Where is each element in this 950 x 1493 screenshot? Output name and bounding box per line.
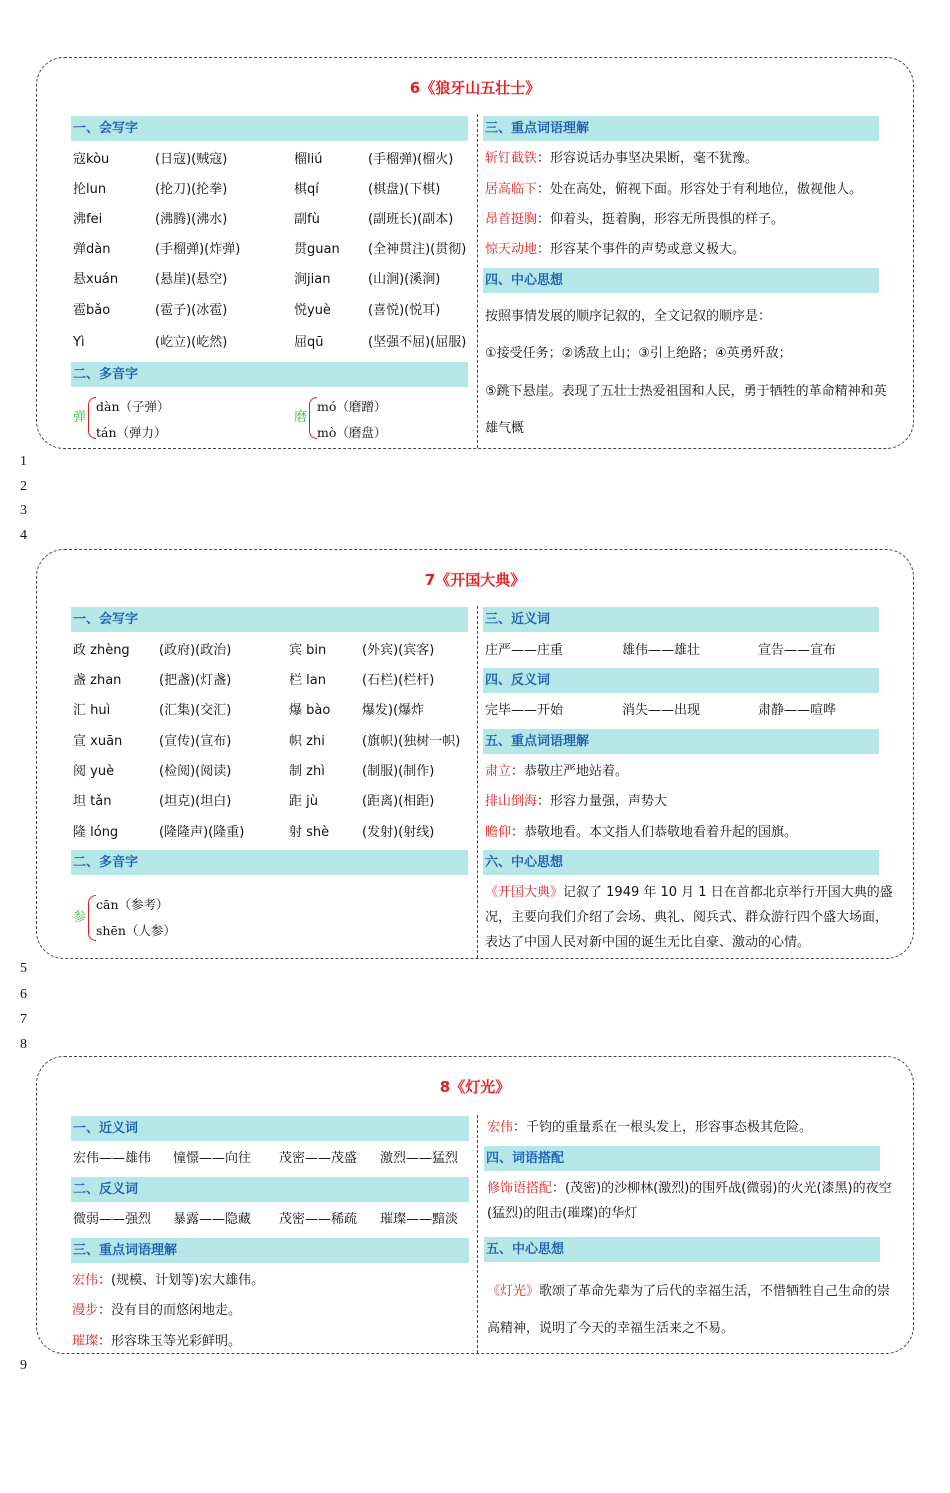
polyphone-reading: mó（磨蹭） <box>317 399 387 414</box>
term-def: ：处在高处，俯视下面。形容处于有利地位，傲视他人。 <box>537 182 863 197</box>
section-heading: 一、会写字 <box>71 607 468 632</box>
term-def: ：(规模、计划等)宏大雄伟。 <box>98 1273 265 1288</box>
section-heading: 二、多音字 <box>71 362 468 387</box>
char-words: (坦克)(坦白) <box>159 794 232 809</box>
term-def: ：形容力量强，声势大 <box>537 794 668 809</box>
char-item: 栏 lan <box>289 673 326 688</box>
char-words: (手榴弹)(榴火) <box>368 152 454 167</box>
term-key: 昂首挺胸 <box>485 212 538 227</box>
char-item: 棋qí <box>294 182 319 197</box>
idea-line: 况，主要向我们介绍了会场、典礼、阅兵式、群众游行四个盛大场面， <box>485 910 889 925</box>
idea-line <box>485 884 893 902</box>
polyphone-reading: tán（弹力） <box>96 425 167 440</box>
brace-icon <box>88 895 96 941</box>
char-item: 涧jian <box>294 272 331 287</box>
term-line <box>485 241 745 259</box>
antonym-pair: 消失——出现 <box>622 703 701 718</box>
synonym-pair: 宏伟——雄伟 <box>73 1151 152 1166</box>
char-words: (山涧)(溪涧) <box>368 272 441 287</box>
antonym-pair: 暴露——隐藏 <box>173 1212 252 1227</box>
char-words: (宣传)(宣布) <box>159 734 232 749</box>
char-words: (全神贯注)(贯彻) <box>368 242 467 257</box>
char-item: Yì <box>73 335 85 350</box>
char-words: (手榴弹)(炸弹) <box>155 242 241 257</box>
lesson-card-7 <box>36 549 914 959</box>
synonym-pair: 茂密——茂盛 <box>279 1151 358 1166</box>
char-item: 悬xuán <box>73 272 119 287</box>
term-key: 漫步 <box>72 1303 99 1318</box>
term-line <box>485 150 758 168</box>
char-words: (副班长)(副本) <box>368 212 454 227</box>
section-heading: 一、近义词 <box>71 1116 469 1141</box>
term-line <box>485 824 797 842</box>
char-item: 阅 yuè <box>73 764 115 779</box>
lesson-title: 6《狼牙山五壮士》 <box>409 79 541 97</box>
char-item: 射 shè <box>289 825 330 840</box>
term-key: 居高临下 <box>485 182 538 197</box>
term-line <box>487 1119 812 1137</box>
char-item: 屈qū <box>294 335 324 350</box>
margin-number: 7 <box>20 1012 27 1027</box>
margin-number: 5 <box>20 961 27 976</box>
term-line <box>485 211 784 229</box>
section-heading: 二、多音字 <box>71 850 468 875</box>
margin-number: 3 <box>20 503 27 518</box>
char-words: (抡刀)(抡拳) <box>155 182 228 197</box>
polyphone-reading: dàn（子弹） <box>96 399 170 414</box>
margin-number: 9 <box>20 1358 27 1373</box>
synonym-pair: 庄严——庄重 <box>485 643 564 658</box>
idea-line: 按照事情发展的顺序记叙的，全文记叙的顺序是： <box>485 309 772 324</box>
polyphone-char: 磨 <box>294 410 308 425</box>
char-words: (外宾)(宾客) <box>362 643 435 658</box>
antonym-pair: 完毕——开始 <box>485 703 564 718</box>
idea-line <box>487 1283 890 1301</box>
char-item: 寇kòu <box>73 152 110 167</box>
section-heading: 一、会写字 <box>71 116 468 141</box>
term-def: ：千钧的重量系在一根头发上，形容事态极其危险。 <box>513 1120 813 1135</box>
char-item: 宾 bin <box>289 643 327 658</box>
char-words: (距离)(相距) <box>362 794 435 809</box>
term-key: 肃立 <box>485 764 512 779</box>
lesson-title: 7《开国大典》 <box>424 571 526 589</box>
polyphone-char: 弹 <box>73 410 87 425</box>
char-words: (汇集)(交汇) <box>159 703 232 718</box>
char-item: 雹bǎo <box>73 303 111 318</box>
lesson-title: 8《灯光》 <box>439 1078 511 1096</box>
term-key: 宏伟 <box>72 1273 99 1288</box>
char-item: 制 zhì <box>289 764 325 779</box>
char-item: 副fù <box>294 212 320 227</box>
section-heading: 五、重点词语理解 <box>483 729 879 754</box>
term-line <box>72 1272 264 1290</box>
margin-number: 1 <box>20 454 27 469</box>
char-item: 爆 bào <box>289 703 331 718</box>
char-words: (制服)(制作) <box>362 764 435 779</box>
char-item: 汇 huì <box>73 703 111 718</box>
char-words: (隆隆声)(隆重) <box>159 825 245 840</box>
margin-number: 2 <box>20 479 27 494</box>
antonym-pair: 璀璨——黯淡 <box>380 1212 459 1227</box>
idea-text: 记叙了 1949 年 10 月 1 日在首都北京举行开国大典的盛 <box>563 885 893 900</box>
char-words: (沸腾)(沸水) <box>155 212 228 227</box>
char-words: (政府)(政治) <box>159 643 232 658</box>
section-heading: 二、反义词 <box>71 1177 469 1202</box>
char-item: 坦 tǎn <box>73 794 112 809</box>
char-item: 悦yuè <box>294 303 331 318</box>
char-words: (悬崖)(悬空) <box>155 272 228 287</box>
idea-line: ⑤跳下悬崖。表现了五壮士热爱祖国和人民，勇于牺牲的革命精神和英 <box>485 384 887 399</box>
polyphone-char: 参 <box>73 910 87 925</box>
section-heading: 四、中心思想 <box>483 268 879 293</box>
idea-text: 歌颂了革命先辈为了后代的幸福生活，不惜牺牲自己生命的崇 <box>539 1284 891 1299</box>
polyphone-reading: cān（参考） <box>96 897 169 912</box>
match-line: (猛烈)的阻击(璀璨)的华灯 <box>487 1206 638 1221</box>
lesson-card-6 <box>36 57 914 449</box>
char-words: (屹立)(屹然) <box>155 335 228 350</box>
char-words: (喜悦)(悦耳) <box>368 303 441 318</box>
section-heading: 三、近义词 <box>483 607 879 632</box>
section-heading: 三、重点词语理解 <box>483 116 879 141</box>
idea-title: 《灯光》 <box>487 1284 540 1299</box>
margin-number: 8 <box>20 1037 27 1052</box>
char-words: (旗帜)(独树一帜) <box>362 734 461 749</box>
term-key: 惊天动地 <box>485 242 538 257</box>
idea-line: 表达了中国人民对新中国的诞生无比自豪、激动的心情。 <box>485 935 811 950</box>
char-words: (棋盘)(下棋) <box>368 182 441 197</box>
synonym-pair: 激烈——猛烈 <box>380 1151 459 1166</box>
brace-icon <box>309 397 317 439</box>
polyphone-reading: shēn（人参） <box>96 923 176 938</box>
char-words: (发射)(射线) <box>362 825 435 840</box>
char-words: (坚强不屈)(屈服) <box>368 335 467 350</box>
char-item: 盏 zhan <box>73 673 122 688</box>
term-key: 排山倒海 <box>485 794 538 809</box>
section-heading: 五、中心思想 <box>484 1237 880 1262</box>
term-line <box>485 763 628 781</box>
column-divider <box>477 606 478 958</box>
antonym-pair: 茂密——稀疏 <box>279 1212 358 1227</box>
term-def: ：形容某个事件的声势或意义极大。 <box>537 242 746 257</box>
term-key: 璀璨 <box>72 1334 99 1349</box>
section-heading: 四、反义词 <box>483 668 879 693</box>
char-item: 弹dàn <box>73 242 111 257</box>
char-words: (日寇)(贼寇) <box>155 152 228 167</box>
synonym-pair: 雄伟——雄壮 <box>622 643 701 658</box>
char-item: 抡lun <box>73 182 107 197</box>
term-key: 斩钉截铁 <box>485 151 538 166</box>
margin-number: 4 <box>20 528 27 543</box>
lesson-card-8 <box>36 1056 914 1354</box>
term-line <box>72 1302 241 1320</box>
margin-number: 6 <box>20 987 27 1002</box>
term-def: ：恭敬地看。本文指人们恭敬地看着升起的国旗。 <box>511 825 798 840</box>
char-item: 榴liú <box>294 152 323 167</box>
char-words: (雹子)(冰雹) <box>155 303 228 318</box>
synonym-pair: 憧憬——向往 <box>173 1151 252 1166</box>
term-def: ：没有目的而悠闲地走。 <box>98 1303 242 1318</box>
char-words: (石栏)(栏杆) <box>362 673 435 688</box>
char-words: 爆发)(爆炸 <box>362 703 425 718</box>
term-line <box>485 181 862 199</box>
term-line <box>72 1333 241 1351</box>
term-def: ：形容说话办事坚决果断，毫不犹豫。 <box>537 151 759 166</box>
antonym-pair: 微弱——强烈 <box>73 1212 152 1227</box>
section-heading: 四、词语搭配 <box>484 1146 880 1171</box>
char-item: 政 zhèng <box>73 643 130 658</box>
polyphone-reading: mò（磨盘） <box>317 425 387 440</box>
brace-icon <box>88 397 96 439</box>
idea-line: 高精神，说明了今天的幸福生活来之不易。 <box>487 1321 735 1336</box>
column-divider <box>477 1115 478 1353</box>
match-line <box>487 1180 892 1198</box>
term-def: ：仰着头，挺着胸，形容无所畏惧的样子。 <box>537 212 785 227</box>
char-item: 贯guan <box>294 242 340 257</box>
char-words: (把盏)(灯盏) <box>159 673 232 688</box>
char-item: 距 jù <box>289 794 318 809</box>
section-heading: 三、重点词语理解 <box>71 1238 469 1263</box>
term-def: ：形容珠玉等光彩鲜明。 <box>98 1334 242 1349</box>
char-item: 宣 xuān <box>73 734 123 749</box>
term-def: ：恭敬庄严地站着。 <box>511 764 629 779</box>
char-item: 沸fei <box>73 212 103 227</box>
column-divider <box>477 114 478 448</box>
synonym-pair: 宣告——宣布 <box>758 643 837 658</box>
match-text: ：(茂密)的沙柳林(激烈)的围歼战(微弱)的火光(漆黑)的夜空 <box>552 1181 892 1196</box>
term-line <box>485 793 667 811</box>
idea-title: 《开国大典》 <box>485 885 564 900</box>
term-key: 宏伟 <box>487 1120 514 1135</box>
char-item: 隆 lóng <box>73 825 119 840</box>
idea-line: 雄气概 <box>485 421 525 436</box>
antonym-pair: 肃静——喧哗 <box>758 703 837 718</box>
idea-line: ①接受任务；②诱敌上山；③引上绝路；④英勇歼敌； <box>485 346 792 361</box>
match-key: 修饰语搭配 <box>487 1181 553 1196</box>
term-key: 瞻仰 <box>485 825 512 840</box>
char-words: (检阅)(阅读) <box>159 764 232 779</box>
section-heading: 六、中心思想 <box>483 850 879 875</box>
char-item: 帜 zhi <box>289 734 325 749</box>
